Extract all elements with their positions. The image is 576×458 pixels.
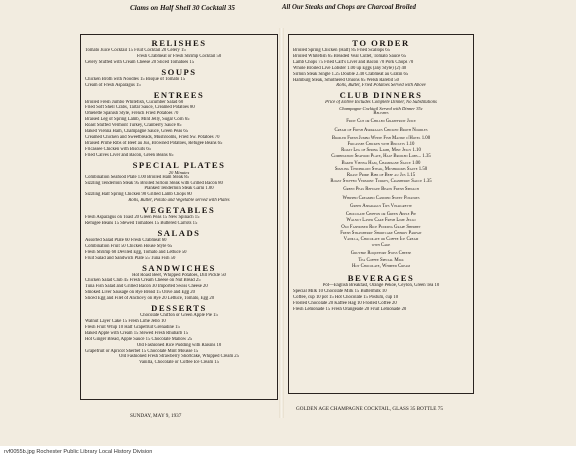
section-heading: BEVERAGES	[347, 272, 415, 283]
section-heading: RELISHES	[151, 38, 207, 48]
menu-item: Old Fashioned Fresh Strawberry Shortcake, Whipped Cream 25	[119, 354, 239, 360]
left-panel-content	[81, 35, 277, 399]
menu-item: Rolls, Butter, Fried Potatoes Served with Above	[336, 83, 426, 89]
section-heading: ENTREES	[153, 89, 205, 100]
menu-left-panel	[80, 34, 278, 400]
club-dinner-item: Fruit Cup or Chilled Grapefruit Juice	[346, 119, 416, 125]
club-dinner-item: Chocolate Chiffon or Green Apple Pie	[345, 212, 417, 218]
menu-item: Fruit Salad and Sandwich Plate 55 Tuna Fish 50	[85, 255, 176, 261]
club-dinner-item: Green Asparagus Tips Vinaigrette	[350, 203, 412, 209]
menu-item: Fresh Shrimp 60 Deviled Egg, Tomato and Lettuce 50	[85, 249, 187, 255]
menu-item: Hamburg Steak, Smothered Onions 65 Welsh Rarebit 50	[293, 77, 399, 83]
club-dinner-item: Green Peas Refugee Beans Fresh Spinach	[343, 187, 419, 193]
menu-item: Baked Apple with Cream 15 Stewed Fresh Rhubarb 15	[85, 330, 189, 336]
menu-item: Fresh Lemonade 15 Fresh Orangeade 20 Fruit Lemonade 20	[293, 306, 407, 312]
menu-item: Baked Vienna Ham, Champagne Sauce, Green Peas 65	[85, 129, 189, 135]
menu-item: Hot Roast Beef, Whipped Potatoes, Dill Pickle 50	[132, 272, 226, 278]
menu-item: Lamb Chops 75 Fried Calf's Liver and Bacon 70 Pork Chops 70	[293, 59, 414, 65]
club-dinner-section	[293, 111, 469, 270]
club-dinner-item: Fricassee Chicken with Biscuits 1.10	[347, 142, 415, 148]
menu-item: Grapefruit or Apricot Sherbet 15 Chocolate Mint Mousse 15	[85, 348, 199, 354]
club-dinner-item: Cream of Fresh Asparagus Chicken Broth Noodles	[334, 127, 428, 133]
club-dinner-item: Combination Seafood Plate, Half Broiled Lobs... 1.35	[331, 154, 431, 160]
menu-item: Hot Ginger Bread, Apple Sauce 15 Chocolate Mallow 25	[85, 336, 193, 342]
club-dinner-item: Vanilla, Chocolate or Coffee Ice Cream	[343, 236, 419, 242]
section-note: Champagne Cocktail Served with Dinner 35c	[339, 106, 423, 112]
section-heading: SPECIAL PLATES	[132, 159, 226, 170]
menu-item: Fresh Asparagus on Toast 20 Green Peas 15 New Spinach 15	[85, 215, 200, 221]
menu-item: Sizzling Tenderloin Steak 95 Broiled Sirloin Steak with Grilled Bacon 80	[85, 180, 223, 186]
club-dinner-item: Baked Vienna Ham, Champagne Sauce 1.00	[341, 160, 421, 166]
menu-item: Fricassee Chicken with Biscuits 65	[85, 146, 151, 152]
menu-item: Fried Calves Liver and Bacon, Green Beans 65	[85, 152, 174, 158]
menu-right-panel	[288, 34, 474, 394]
menu-item: Tomato Juice Cocktail 15 Fruit Cocktail 20 Celery 15	[85, 48, 186, 53]
champagne-footer: GOLDEN AGE CHAMPAGNE COCKTAIL, GLASS 35 BOTTLE 75	[296, 406, 443, 412]
menu-item: Vanilla, Chocolate or Coffee Ice Cream 15	[139, 360, 219, 366]
menu-item: Braised Leg of Spring Lamb, Mint Jelly, Sugar Corn 65	[85, 117, 190, 123]
menu-item: Cream of Fresh Asparagus 15	[85, 82, 141, 88]
club-dinner-item: Sizzling Tenderloin Steak, Mushrooms Saute 1.50	[334, 166, 428, 172]
menu-item: Smoked Liver Sausage on Rye Bread 15 Olive and Egg 20	[85, 290, 195, 296]
menu-item: Roast Stuffed Vermont Turkey, Cranberry Sauce 85	[85, 123, 182, 129]
menu-item: Planked Tenderloin Steak Garni 1.00	[144, 186, 214, 192]
menu-date: SUNDAY, MAY 9, 1937	[130, 413, 182, 419]
club-dinner-item: with Cake	[371, 243, 391, 249]
menu-item: Tuna Fish Salad and Grilled Bacon 30 Imported Swiss Cheese 20	[85, 284, 208, 290]
menu-item: Celery Stuffed with Cream Cheese 20 Sliced Tomatoes 15	[85, 59, 195, 65]
menu-item: Omelette Spanish Style, French Fried Potatoes 70	[85, 111, 179, 117]
right-panel-content	[289, 35, 473, 393]
club-dinner-item: Tea Coffee Special Milk	[358, 257, 404, 263]
menu-item: Sliced Egg and Filet of Anchovy on Rye 20 Lettuce, Tomato, Egg 20	[85, 296, 215, 302]
menu-item: Coffee, cup 10 pot 15 Hot Chocolate 15 Postum, cup 10	[293, 294, 399, 300]
menu-item: Broiled Fresh Jumbo Whitefish, Cucumber Salad 60	[85, 99, 184, 105]
beverages-section	[293, 273, 469, 313]
club-dinner-item: Broiled Fresh Jumbo White Fish Maitre d'Hotel 1.00	[331, 135, 431, 141]
menu-item: Chicken Salad Club 45 Fresh Cream Cheese on Nut Bread 25	[85, 278, 201, 284]
menu-item: Sizzling Half Spring Chicken 90 Grilled Lamb Chops 80	[85, 192, 192, 198]
club-dinner-item: Gruyere Roquefort Swiss Cheese	[350, 251, 412, 257]
club-dinner-item: Old Fashioned Rice Pudding Grape Sherbet	[341, 224, 421, 230]
menu-item: Fresh Crabmeat or Fresh Shrimp Cocktail 50	[136, 53, 222, 59]
menu-item: Broiled Spring Chicken (Half) 85 Fried Scallops 65	[293, 48, 390, 53]
menu-item: Pot—English Breakfast, Orange Pekoe, Ceylon, Green Tea 10	[322, 282, 440, 288]
club-dinner-item: Roast Stuffed Vermont Turkey, Cranberry Sauce 1.35	[330, 179, 432, 185]
section-heading: CLUB DINNERS	[339, 90, 423, 101]
center-fold	[279, 28, 284, 418]
top-note-right: All Our Steaks and Chops are Charcoal Broiled	[282, 4, 416, 11]
section-heading: VEGETABLES	[142, 205, 216, 216]
menu-item: Chocolate Chiffon or Green Apple Pie 15	[140, 313, 218, 319]
menu-item: Refugee Beans 15 Stewed Tomatoes 15 Buttered Carrots 15	[85, 221, 198, 227]
section-heading: SOUPS	[161, 66, 197, 77]
section-heading: DESSERTS	[151, 303, 207, 314]
menu-item: Combination Fruit 50 Chicken House Style 65	[85, 243, 173, 249]
club-dinner-item: Roast Leg of Spring Lamb, Mint Jelly 1.10	[341, 148, 421, 154]
menu-item: Fresh Fruit Whip 10 Half Grapefruit Grenadine 15	[85, 324, 180, 330]
section-heading: TO ORDER	[352, 38, 410, 48]
menu-item: Old Fashioned Rice Pudding with Raisins 10	[136, 342, 222, 348]
menu-item: Whole Broiled Live Lobster 1.00 up Eggs (any Style) (2) 40	[293, 65, 407, 71]
club-dinner-item: Walnut Layer Cake Fresh Lime Jello	[346, 218, 416, 224]
top-note-left: Clams on Half Shell 30 Cocktail 35	[130, 4, 236, 12]
section-note: 20 Minutes	[168, 169, 190, 175]
menu-item: Creamed Chicken and Sweetbreads, Mushrooms, Fried Sw. Potatoes 70	[85, 134, 220, 140]
section-heading: SALADS	[157, 227, 201, 238]
menu-item: Broiled Whitefish 65 Breaded Veal Cutlet, Tomato Sauce 65	[293, 53, 407, 59]
club-dinner-item: Whipped Creamed Candied Sweet Potatoes	[342, 195, 420, 201]
menu-item: Chicken Broth with Noodles 15 Bisque of Tomato 15	[85, 76, 186, 82]
menu-item: Walnut Layer Cake 15 Fresh Lime Jello 10	[85, 319, 166, 324]
club-dinner-item: Fresh Strawberry Shortcake Cherry Parfait	[340, 230, 422, 236]
menu-item: Assorted Salad Plate 60 Fresh Crabmeat 60	[85, 237, 167, 243]
menu-item: Rolls, Butter, Potato and Vegetable served with Plates	[128, 198, 230, 204]
archive-caption: rvf0055b.jpg Rochester Public Library Local History Division	[4, 449, 153, 455]
menu-item: Fried Soft Shell Crabs, Tartar Sauce, Creamed Potatoes 80	[85, 105, 195, 111]
menu-item: Sirloin Steak Single 1.25 Double 2.40 Crabmeat au Gratin 65	[293, 71, 409, 77]
menu-item: Braised Prime Ribs of Beef au Jus, Browned Potatoes, Refugee Beans 65	[85, 140, 223, 146]
menu-item: Frosted Chocolate 20 Kaffee Hag 10 Frosted Coffee 20	[293, 300, 397, 306]
menu-item: Special Milk 10 Chocolate Milk 15 Buttermilk 10	[293, 288, 387, 294]
club-dinner-item: Relishes	[373, 111, 389, 117]
menu-item: Combination Seafood Plate 1.00 Broiled Ham Steak 85	[85, 174, 189, 180]
club-dinner-item: Roast Prime Ribs of Beef au Jus 1.15	[346, 173, 416, 179]
club-dinner-item: Hot Chocolate, Whipped Cream	[351, 263, 411, 269]
menu-item: Price of Entree Includes Complete Dinner, No Substitutions	[325, 100, 437, 106]
section-heading: SANDWICHES	[142, 262, 216, 273]
to-order-section	[293, 38, 469, 111]
